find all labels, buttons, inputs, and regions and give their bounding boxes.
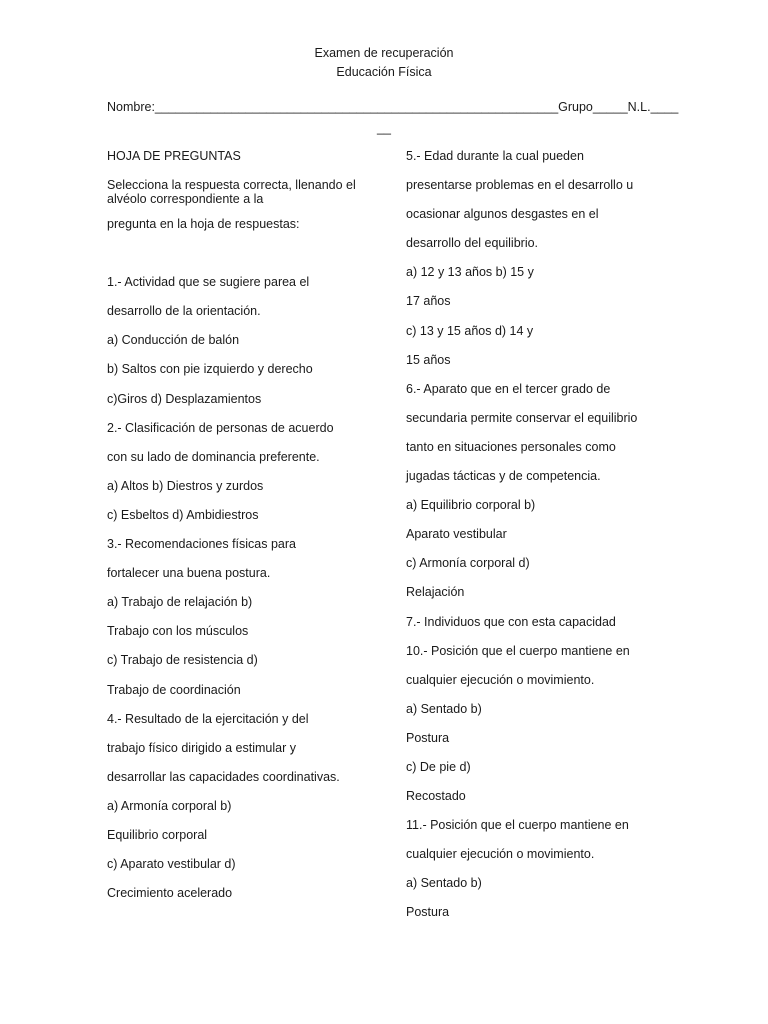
answer-option-line: a) 12 y 13 años b) 15 y bbox=[406, 265, 534, 280]
answer-option-line: a) Trabajo de relajación b) bbox=[107, 595, 253, 610]
question-line: desarrollar las capacidades coordinativas. bbox=[107, 769, 340, 784]
answer-option-line: b) Saltos con pie izquierdo y derecho bbox=[107, 362, 313, 377]
question-line: tanto en situaciones personales como bbox=[406, 439, 616, 454]
question-line: desarrollo de la orientación. bbox=[107, 304, 261, 319]
question-line: secundaria permite conservar el equilibrio bbox=[406, 410, 638, 425]
instructions-text: Selecciona la respuesta correcta, llenando el alvéolo correspondiente a la bbox=[107, 178, 356, 207]
answer-option-line: Trabajo con los músculos bbox=[107, 624, 249, 639]
left-question-column bbox=[107, 149, 387, 915]
section-heading: HOJA DE PREGUNTAS bbox=[107, 149, 241, 163]
answer-option-line: c) Armonía corporal d) bbox=[406, 556, 530, 571]
question-line: ocasionar algunos desgastes en el bbox=[406, 207, 599, 222]
answer-option-line: Aparato vestibular bbox=[406, 527, 507, 542]
answer-option-line: a) Altos b) Diestros y zurdos bbox=[107, 478, 264, 493]
answer-option-line: Recostado bbox=[406, 789, 466, 804]
answer-option-line: c) 13 y 15 años d) 14 y bbox=[406, 323, 534, 338]
question-line: desarrollo del equilibrio. bbox=[406, 236, 539, 251]
answer-option-line: 17 años bbox=[406, 294, 451, 309]
answer-option-line: Equilibrio corporal bbox=[107, 827, 208, 842]
instructions-text-cont: pregunta en la hoja de respuestas: bbox=[107, 217, 300, 232]
spacer bbox=[107, 246, 387, 275]
question-line: trabajo físico dirigido a estimular y bbox=[107, 740, 296, 755]
answer-option-line: c) Aparato vestibular d) bbox=[107, 857, 236, 872]
answer-option-line: Crecimiento acelerado bbox=[107, 886, 233, 901]
answer-option-line: a) Sentado b) bbox=[406, 701, 482, 716]
question-line: jugadas tácticas y de competencia. bbox=[406, 469, 601, 484]
question-line: cualquier ejecución o movimiento. bbox=[406, 672, 595, 687]
question-line: con su lado de dominancia preferente. bbox=[107, 449, 320, 464]
question-line: 5.- Edad durante la cual pueden bbox=[406, 149, 584, 163]
answer-option-line: Postura bbox=[406, 905, 450, 920]
student-name-line: Nombre:__________________________________________________________Grupo_____N.L.____ bbox=[107, 100, 679, 114]
right-question-column bbox=[406, 149, 666, 935]
question-line: cualquier ejecución o movimiento. bbox=[406, 847, 595, 862]
answer-option-line: 15 años bbox=[406, 352, 451, 367]
question-line: fortalecer una buena postura. bbox=[107, 566, 271, 581]
question-line: 11.- Posición que el cuerpo mantiene en bbox=[406, 818, 629, 833]
answer-option-line: Trabajo de coordinación bbox=[107, 682, 241, 697]
answer-option-line: c) De pie d) bbox=[406, 759, 471, 774]
question-line: 2.- Clasificación de personas de acuerdo bbox=[107, 420, 334, 435]
question-line: 10.- Posición que el cuerpo mantiene en bbox=[406, 643, 630, 658]
answer-option-line: c) Trabajo de resistencia d) bbox=[107, 653, 258, 668]
question-line: 6.- Aparato que en el tercer grado de bbox=[406, 381, 611, 396]
answer-option-line: a) Sentado b) bbox=[406, 876, 482, 891]
question-line: presentarse problemas en el desarrollo u bbox=[406, 178, 634, 193]
answer-option-line: c) Esbeltos d) Ambidiestros bbox=[107, 507, 259, 522]
answer-option-line: a) Armonía corporal b) bbox=[107, 798, 232, 813]
answer-option-line: Postura bbox=[406, 730, 450, 745]
exam-title: Examen de recuperación bbox=[314, 46, 454, 60]
question-line: 3.- Recomendaciones físicas para bbox=[107, 537, 296, 552]
question-line: 4.- Resultado de la ejercitación y del bbox=[107, 711, 309, 726]
answer-option-line: c)Giros d) Desplazamientos bbox=[107, 391, 262, 406]
question-line: 7.- Individuos que con esta capacidad bbox=[406, 614, 616, 629]
exam-subject: Educación Física bbox=[336, 65, 432, 79]
question-line: 1.- Actividad que se sugiere parea el bbox=[107, 275, 310, 290]
answer-option-line: Relajación bbox=[406, 585, 465, 600]
student-name-line-continuation: __ bbox=[377, 121, 391, 135]
answer-option-line: a) Conducción de balón bbox=[107, 333, 240, 348]
answer-option-line: a) Equilibrio corporal b) bbox=[406, 498, 536, 513]
